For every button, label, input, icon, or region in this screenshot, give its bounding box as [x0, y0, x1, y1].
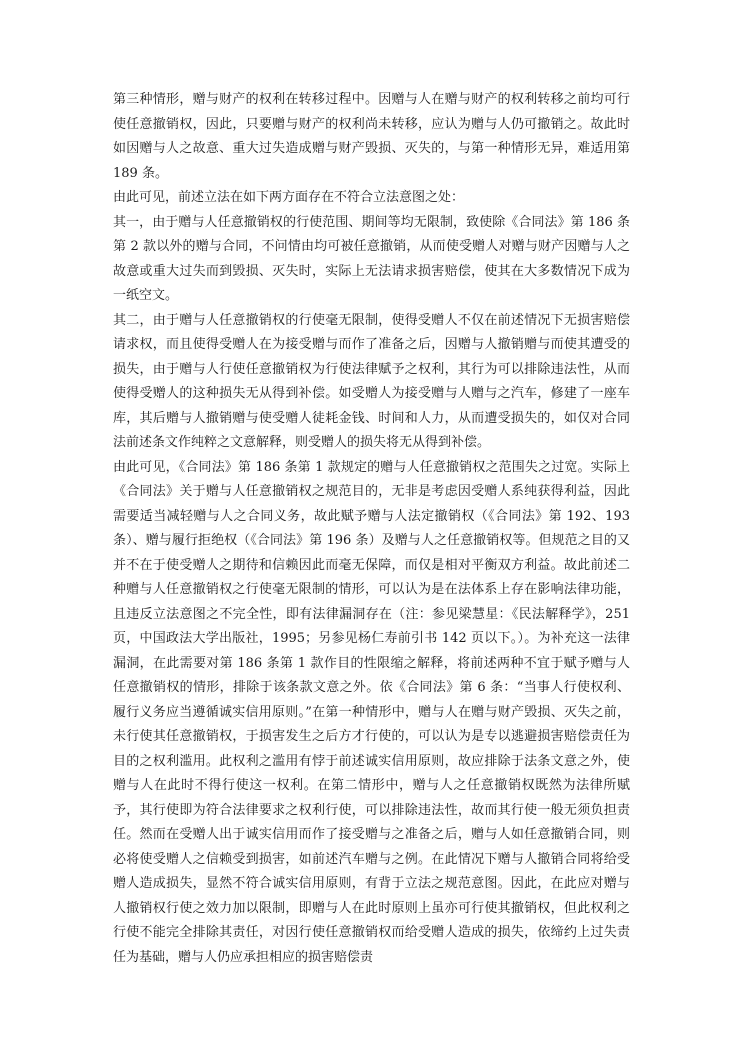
paragraph-third-situation: 第三种情形，赠与财产的权利在转移过程中。因赠与人在赠与财产的权利转移之前均可行使任意撤销权，因此，只要赠与财产的权利尚未转移，应认为赠与人仍可撤销之。故此时如因赠与人之故意、重大过失造成赠与财产毁损、灭失的，与第一种情形无异，难适用第 189 条。	[113, 92, 630, 181]
paragraph-point-one: 其一，由于赠与人任意撤销权的行使范围、期间等均无限制，致使除《合同法》第 186 条第 2 款以外的赠与合同，不问情由均可被任意撤销，从而使受赠人对赠与财产因赠与人之故意或重大过失而到毁损、灭失时，实际上无法请求损害赔偿，使其在大多数情况下成为一纸空文。	[113, 214, 630, 303]
paragraph-point-two: 其二，由于赠与人任意撤销权的行使毫无限制，使得受赠人不仅在前述情况下无损害赔偿请求权，而且使得受赠人在为接受赠与而作了准备之后，因赠与人撤销赠与而使其遭受的损失，由于赠与人行使任意撤销权为行使法律赋予之权利，其行为可以排除违法性，从而使得受赠人的这种损失无从得到补偿。如受赠人为接受赠与人赠与之汽车，修建了一座车库，其后赠与人撤销赠与使受赠人徒耗金钱、时间和人力，从而遭受损失的，如仅对合同法前述条文作纯粹之文意解释，则受赠人的损失将无从得到补偿。	[113, 312, 630, 450]
paragraph-conclusion: 由此可见，《合同法》第 186 条第 1 款规定的赠与人任意撤销权之范围失之过宽。实际上《合同法》关于赠与人任意撤销权之规范目的，无非是考虑因受赠人系纯获得利益，因此需要适当减轻赠与人之合同义务，故此赋予赠与人法定撤销权（《合同法》第 192、193 条）、赠与履行拒绝权（《合同法》第 196 条）及赠与人之任意撤销权等。但规范之目的又并不在于使受赠人之期待和信赖因此而毫无保障，而仅是相对平衡双方利益。故此前述二种赠与人任意撤销权之行使毫无限制的情形，可以认为是在法体系上存在影响法律功能，且违反立法意图之不完全性，即有法律漏洞存在（注：参见梁慧星：《民法解释学》，251 页，中国政法大学出版社，1995；另参见杨仁寿前引书 142 页以下。）。为补充这一法律漏洞，在此需要对第 186 条第 1 款作目的性限缩之解释，将前述两种不宜于赋予赠与人任意撤销权的情形，排除于该条款文意之外。依《合同法》第 6 条：“当事人行使权利、履行义务应当遵循诚实信用原则。”在第一种情形中，赠与人在赠与财产毁损、灭失之前，未行使其任意撤销权，于损害发生之后方才行使的，可以认为是专以逃避损害赔偿责任为目的之权利滥用。此权利之滥用有悖于前述诚实信用原则，故应排除于法条文意之外，使赠与人在此时不得行使这一权利。在第二情形中，赠与人之任意撤销权既然为法律所赋予，其行使即为符合法律要求之权利行使，可以排除违法性，故而其行使一般无须负担责任。然而在受赠人出于诚实信用而作了接受赠与之准备之后，赠与人如任意撤销合同，则必将使受赠人之信赖受到损害，如前述汽车赠与之例。在此情况下赠与人撤销合同将给受赠人造成损失，显然不符合诚实信用原则，有背于立法之规范意图。因此，在此应对赠与人撤销权行使之效力加以限制，即赠与人在此时原则上虽亦可行使其撤销权，但此权利之行使不能完全排除其责任，对因行使任意撤销权而给受赠人造成的损失，依缔约上过失责任为基础，赠与人仍应承担相应的损害赔偿责	[113, 459, 630, 965]
paragraph-summary-intro: 由此可见，前述立法在如下两方面存在不符合立法意图之处：	[113, 190, 465, 205]
document-body	[113, 88, 630, 970]
